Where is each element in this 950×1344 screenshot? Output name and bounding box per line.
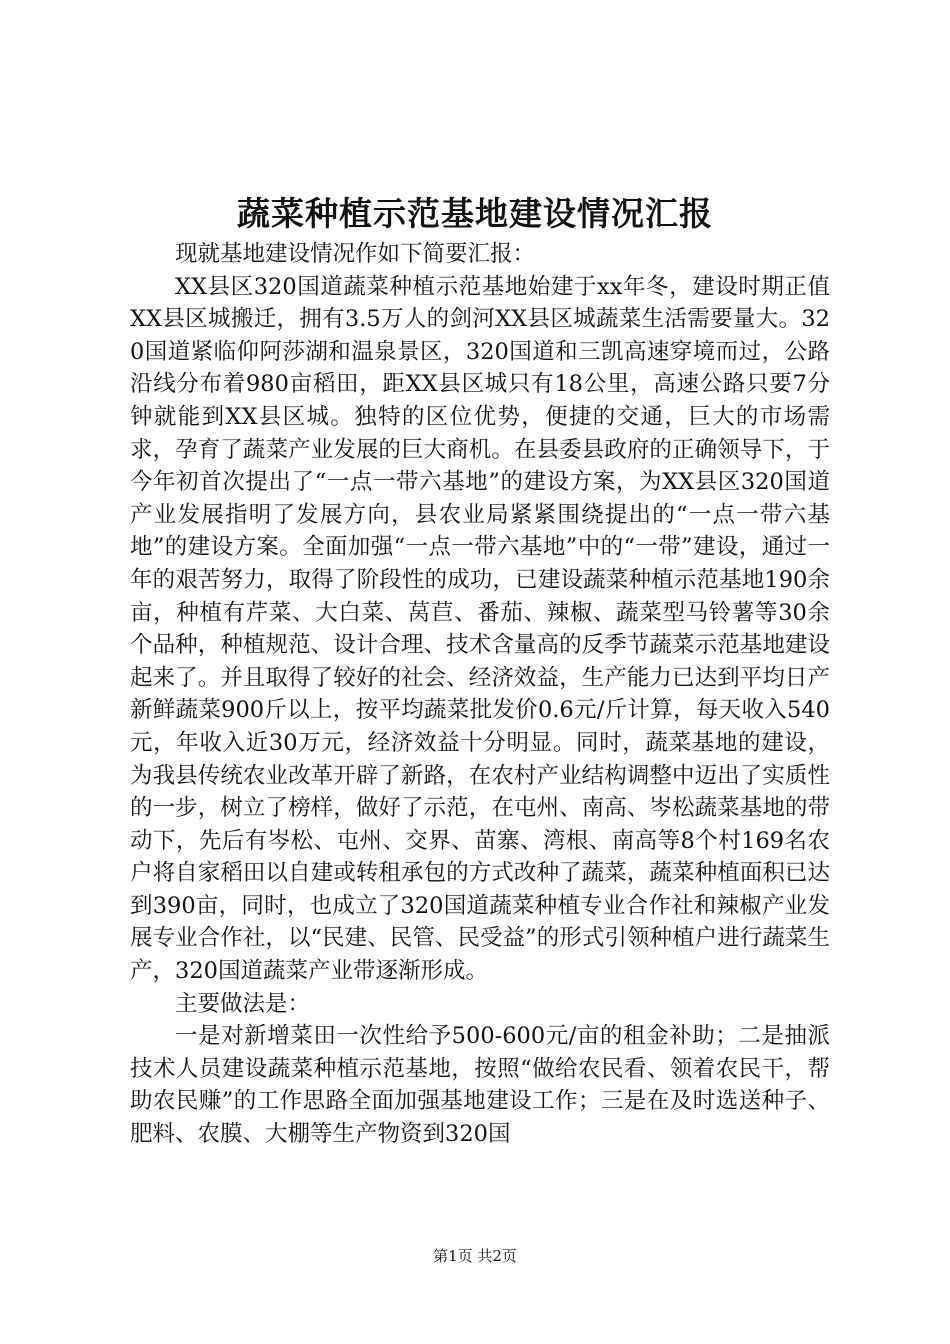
paragraph-methods-heading: 主要做法是： xyxy=(175,990,311,1017)
page-footer: 第1页 共2页 xyxy=(433,1247,517,1265)
paragraph-intro: 现就基地建设情况作如下简要汇报： xyxy=(175,241,536,267)
paragraph-overview: XX县区320国道蔬菜种植示范基地始建于xx年冬，建设时期正值XX县区城搬迁，拥有3.5万人的剑河XX县区城蔬菜生活需要量大。320国道紧临仰阿莎湖和温泉景区，320国道和三凯高速穿境而过，公路沿线分布着980亩稻田，距XX县区城只有18公里，高速公路只要7分钟就能到XX县区城。独特的区位优势，便捷的交通，巨大的市场需求，孕育了蔬菜产业发展的巨大商机。在县委县政府的正确领导下，于今年初首次提出了“一点一带六基地”的建设方案，为XX县区320国道产业发展指明了发展方向，县农业局紧紧围绕提出的“一点一带六基地”的建设方案。全面加强“一点一带六基地”中的“一带”建设，通过一年的艰苦努力，取得了阶段性的成功，已建设蔬菜种植示范基地190余亩，种植有芹菜、大白菜、莴苣、番茄、辣椒、蔬菜型马铃薯等30余个品种，种植规范、设计合理、技术含量高的反季节蔬菜示范基地建设起来了。并且取得了较好的社会、经济效益，生产能力已达到平均日产新鲜蔬菜900斤以上，按平均蔬菜批发价0.6元/斤计算，每天收入540元，年收入近30万元，经济效益十分明显。同时，蔬菜基地的建设，为我县传统农业改革开辟了新路，在农村产业结构调整中迈出了实质性的一步，树立了榜样，做好了示范，在屯州、南高、岑松蔬菜基地的带动下，先后有岑松、屯州、交界、苗寨、湾根、南高等8个村169名农户将自家稻田以自建或转租承包的方式改种了蔬菜，蔬菜种植面积已达到390亩，同时，也成立了320国道蔬菜种植专业合作社和辣椒产业发展专业合作社，以“民建、民管、民受益”的形式引领种植户进行蔬菜生产，320国道蔬菜产业带逐渐形成。 xyxy=(130,273,830,985)
document-title: 蔬菜种植示范基地建设情况汇报 xyxy=(237,194,713,233)
paragraph-methods: 一是对新增菜田一次性给予500-600元/亩的租金补助；二是抽派技术人员建设蔬菜种植示范基地，按照“做给农民看、领着农民干，帮助农民赚”的工作思路全面加强基地建设工作；三是在及时选送种子、肥料、农膜、大棚等生产物资到320国 xyxy=(130,1023,830,1148)
document-body xyxy=(130,238,830,1151)
